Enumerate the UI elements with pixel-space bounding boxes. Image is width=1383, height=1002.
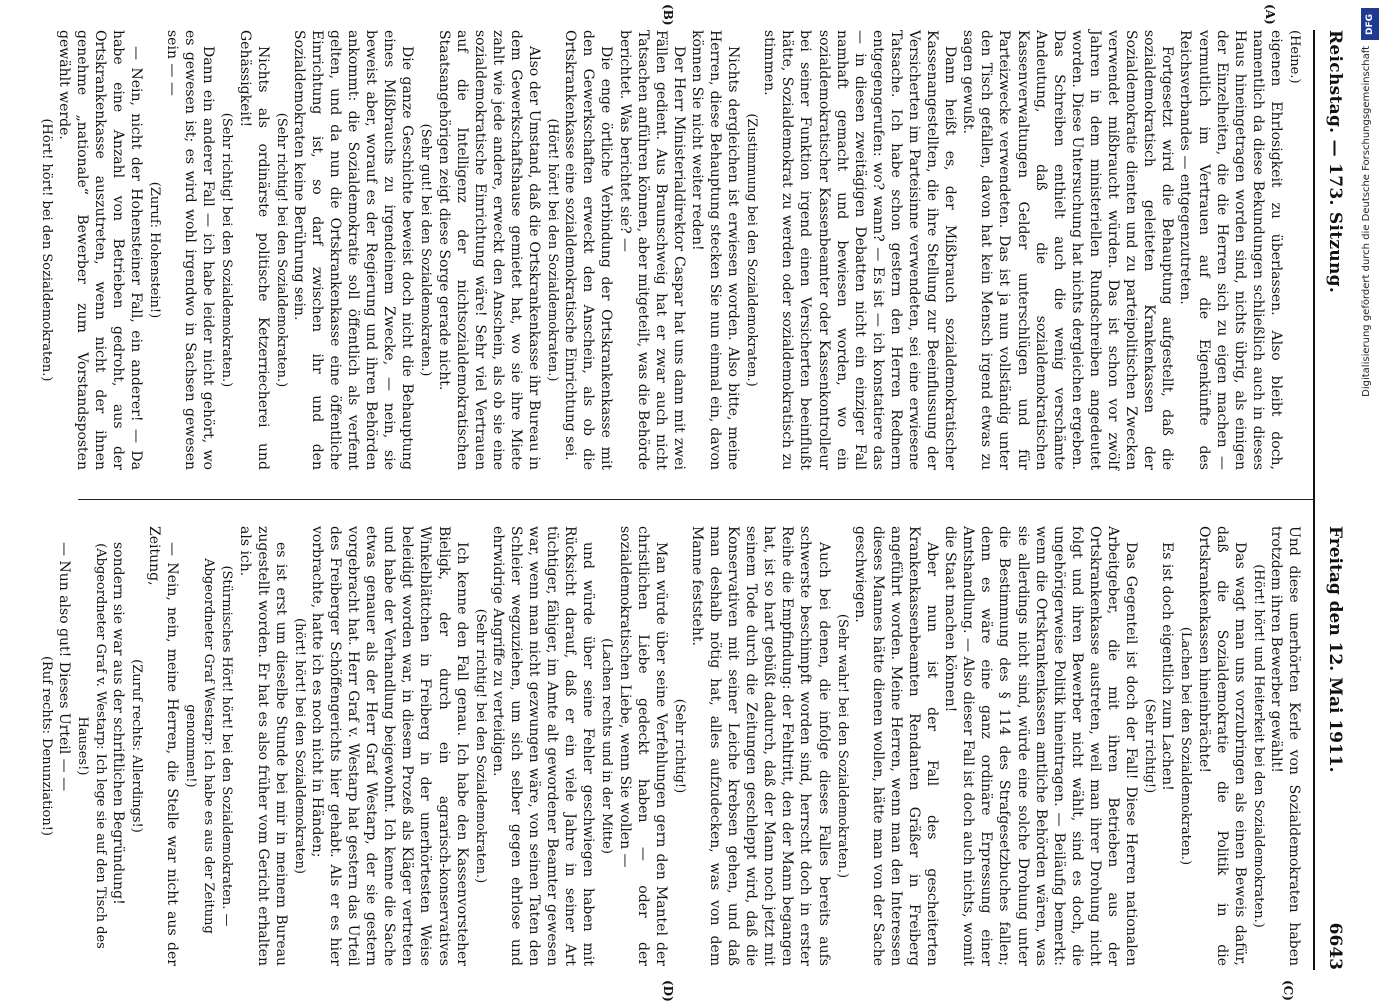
paragraph: Auch bei denen, die infolge dieses Falles bereits aufs schwerste beschimpft worden sind, herrscht doch in erster Reihe die Empfindung: der Fehltritt, den der Mann begangen hat, ist so hart gebüßt dadurch, daß der Mann noch jetzt mit seinem Tode durch die Zeitungen geschleppt wird, daß die Konservativen mit seiner Leiche krebsen gehen, und daß man deshalb nötig hat, alles aufzudecken, was von dem Manne feststeht. (688, 526, 832, 966)
column-divider (78, 499, 1313, 500)
left-column (38, 30, 1303, 470)
dfg-logo: DFG (1361, 8, 1379, 40)
right-column (38, 526, 1303, 966)
interjection: (Hört! hört! bei den Sozialdemokraten.) (545, 118, 561, 382)
interjection: (Stürmisches Hört! hört! bei den Sozialdemokraten. — Abgeordneter Graf Westarp: Ich habe es aus der Zeitung genommen!) (183, 558, 235, 934)
interjection: (Lachen bei den Sozialdemokraten.) (1178, 626, 1194, 866)
paragraph: Man würde über seine Verfehlungen gern den Mantel der christlichen Liebe gedeckt haben — oder der sozialdemokratischen Liebe, wenn Sie wollen — (616, 526, 669, 966)
header-date: Freitag den 12. Mai 1911. (1325, 526, 1345, 773)
interjection: (Sehr richtig!) (1142, 698, 1158, 794)
interjection: (Sehr richtig!) (671, 698, 687, 794)
paragraph: sondern sie war aus der schriftlichen Begründung! (109, 542, 126, 905)
interjection: (Sehr richtig! bei den Sozialdemokraten.) (273, 112, 289, 388)
paragraph: Nichts als ordinärste politische Ketzerriecherei und Gehässigkeit! (236, 30, 271, 470)
dfg-credit-text: Digitalisierung gefördert durch die Deutsche Forschungsgemeinschaft (1361, 46, 1372, 397)
paragraph: Ich kenne den Fall genau. Ich habe den Kassenvorsteher Bieligk, der durch ein agrarisch-konservatives Winkelblättchen in Freiberg in der unerhörtesten Weise beleidigt worden war, in diesem Prozeß als Kläger vertreten und habe der Verhandlung beigewohnt. Ich kenne die Sache etwas genauer als der Herr Graf Westarp, der sie gestern vorgebracht hat. Herr Graf v. Westarp hat gestern das Urteil des Freiberger Schöffengerichts hier gehabt. Als er es hier vorbrachte, hatte ich es noch nicht in Händen; (308, 526, 470, 966)
quotation: Die enge örtliche Verbindung der Ortskrankenkasse mit den Gewerkschaften erweckt den Anschein, als ob die Ortskrankenkasse eine sozialdemokratische Einrichtung sei. (562, 30, 615, 470)
paragraph: Nichts dergleichen ist erwiesen worden. Also bitte, meine Herren, diese Behauptung stecken Sie nun einmal ein, davon können Sie nicht weiter reden! (688, 30, 742, 470)
interjection: (Hört! hört! und Heiterkeit bei den Sozialdemokraten.) (1250, 564, 1266, 928)
paragraph: und würde über seine Fehler geschwiegen haben mit Rücksicht darauf, daß er ein viele Jahre in seiner Art tüchtiger, fähiger, im Amte alt gewordener Beamter gewesen war, wenn man nicht gezwungen wäre, von seinen Taten den Schleier wegzuziehen, um sich selber gegen ehrlose und ehrwidrige Angriffe zu verteidigen. (489, 526, 597, 966)
paragraph: — Nein, nicht der Hohensteiner Fall, ein anderer! — Da habe eine Anzahl von Betrieben gedroht, aus der Ortskrankenkasse auszutreten, wenn nicht der ihnen genehme „nationale“ Bewerber zum Vorstandsposten gewählt werde. (55, 30, 144, 470)
header-page-number: 6643 (1325, 922, 1345, 970)
interjection: (Zuruf: Hohenstein!) (147, 181, 163, 319)
paragraph: Das Gegenteil ist doch der Fall! Diese Herren nationalen Arbeitgeber, die mit ihren Betrieben aus der Ortskrankenkasse austreten, weil man ihrer Drohung nicht folgt und ihren Bewerber nicht wählt, sind es doch, die ungehörigerweise Politik hineintragen. — Beiläufig bemerkt: wenn die Ortskrankenkassen amtliche Behörden wären, was sie allerdings nicht sind, würde eine solche Drohung unter die Bestimmung des § 114 des Strafgesetzbuches fallen; denn es wäre eine ganz ordinäre Erpressung einer Amtshandlung. — Also dieser Fall ist doch auch nichts, womit die Staat machen können! (942, 526, 1140, 966)
interjection: (Sehr gut! bei den Sozialdemokraten.) (418, 123, 434, 377)
paragraph: Die ganze Geschichte beweist doch nicht die Behauptung eines Mißbrauchs zu irgendeinem Zwecke, — nein, sie beweist aber, worauf es der Regierung und ihren Behörden ankommt: die Sozialdemokratie soll öffentlich als verfemt gelten, und da nun die Ortskrankenkasse eine öffentliche Einrichtung ist, so darf zwischen ihr und den Sozialdemokraten keine Berührung sein. (290, 30, 416, 470)
paragraph: Also der Umstand, daß die Ortskrankenkasse ihr Bureau in dem Gewerkschaftshause gemietet hat, wo sie ihre Miete zahlt wie jede andere, erweckt den Anschein, als ob sie eine sozialdemokratische Einrichtung wäre! Sehr viel Vertrauen auf die Intelligenz der nichtsozialdemokratischen Staatsangehörigen zeigt diese Sorge gerade nicht. (435, 30, 543, 470)
paragraph: Das wagt man uns vorzubringen als einen Beweis dafür, daß die Sozialdemokratie die Politik in die Ortskrankenkassen hineinbrächte! (1195, 526, 1248, 966)
margin-marker-d: (D) (661, 980, 675, 1002)
paragraph: Dann heißt es, der Mißbrauch sozialdemokratischer Kassenangestellten, die ihre Stellung zur Beeinflussung der Versicherten im Parteisinne verwendeten, sei eine erwiesene Tatsache. Ich habe schon gestern den Herren Rednern entgegengerufen: wo? wann? — Es ist — ich konstatiere das — in diesen zweitägigen Debatten nicht ein einziger Fall namhaft gemacht und bewiesen worden, wo ein sozialdemokratischer Kassenbeamter oder Kassenkontrolleur bei seiner Funktion irgend einen Versicherten beeinflußt hätte, Sozialdemokrat zu werden oder sozialdemokratisch zu stimmen. (761, 30, 959, 470)
interjection: (Sehr wahr! bei den Sozialdemokraten.) (834, 613, 850, 879)
paragraph: Aber nun ist der Fall des gescheiterten Krankenkassenbeamten Rendanten Gräßer in Freiberg angeführt worden. Meine Herren, wenn man den Interessen dieses Mannes hätte dienen wollen, hätte man von der Sache geschwiegen. (851, 526, 941, 966)
header-session: Reichstag. — 173. Sitzung. (1325, 30, 1345, 294)
paragraph: eigenen Ehrlosigkeit zu überlassen. Also bleibt doch, namentlich da diese Bekundungen schließlich auch in dieses Haus hineingetragen worden sind, nichts übrig, als einigen der Einzelheiten, die die Herren sich zu eigen machen — vermutlich im Vertrauen auf die Eigenkünfte des Reichsverbandes — entgegenzutreten. (1177, 30, 1284, 470)
interjection: (hört! hört! bei den Sozialdemokraten) (291, 618, 307, 874)
interjection: (Hört! hört! bei den Sozialdemokraten.) (38, 118, 54, 382)
paragraph: Es ist doch eigentlich zum Lachen! (1159, 542, 1176, 791)
digitization-credit (1356, 8, 1382, 988)
paragraph: — Nein, nein, meine Herren, die Stelle war nicht aus der Zeitung, (146, 526, 181, 966)
interjection: (Ruf rechts: Denunziation!) (38, 655, 54, 836)
interjection: (Abgeordneter Graf v. Westarp: Ich lege sie auf den Tisch des Hauses!) (74, 543, 108, 949)
paragraph: Und diese unerhörten Kerle von Sozialdemokraten haben trotzdem ihren Bewerber gewählt! (1267, 526, 1302, 966)
speaker-name: (Heine.) (1287, 30, 1302, 84)
paragraph: — Nun also gut! Dieses Urteil — — (55, 542, 72, 792)
page-header (1313, 30, 1355, 970)
interjection: (Sehr richtig! bei den Sozialdemokraten.) (472, 608, 488, 884)
paragraph: Fortgesetzt wird die Behauptung aufgestellt, daß die sozialdemokratisch geleiteten Krankenkassen der Sozialdemokratie dienten und zu parteipolitischen Zwecken verwendet mißbraucht würden. Das ist schon vor zwölf Jahren in dem ministeriellen Rundschreiben angedeutet worden. Diese Untersuchung hat nichts dergleichen ergeben. Das Schreiben enthielt auch die wenig verschämte Andeutung, daß die sozialdemokratischen Kassenverwaltungen Gelder unterschlügen und für Parteizwecke verwendeten. Das ist ja nun vollständig unter den Tisch gefallen, davon hat kein Mensch irgend etwas zu sagen gewußt. (960, 30, 1176, 470)
interjection: (Lachen rechts und in der Mitte) (599, 638, 615, 854)
interjection: (Zuruf rechts: Allerdings!) (129, 659, 144, 833)
margin-marker-b: (B) (661, 4, 675, 26)
paragraph: Dann ein anderer Fall — ich habe leider nicht gehört, wo es gewesen ist; es wird wohl irgendwo in Sachsen gewesen sein — — (164, 30, 217, 470)
margin-marker-c: (C) (1281, 980, 1295, 1001)
paragraph: es ist erst um dieselbe Stunde bei mir in meinem Bureau zugestellt worden. Er hat es also früher vom Gericht erhalten als ich. (236, 526, 289, 966)
interjection: (Zustimmung bei den Sozialdemokraten.) (744, 113, 760, 387)
interjection: (Sehr richtig! bei den Sozialdemokraten.) (219, 112, 235, 388)
paragraph: Der Herr Ministerialdirektor Caspar hat uns dann mit zwei Fällen gedient. Aus Braunschweig hat er zwar auch nicht Tatsachen anführen können, aber mitgeteilt, was die Behörde berichtet. Was berichtet sie? — (616, 30, 687, 470)
protocol-page (38, 4, 1355, 1002)
margin-marker-a: (A) (1263, 4, 1277, 25)
